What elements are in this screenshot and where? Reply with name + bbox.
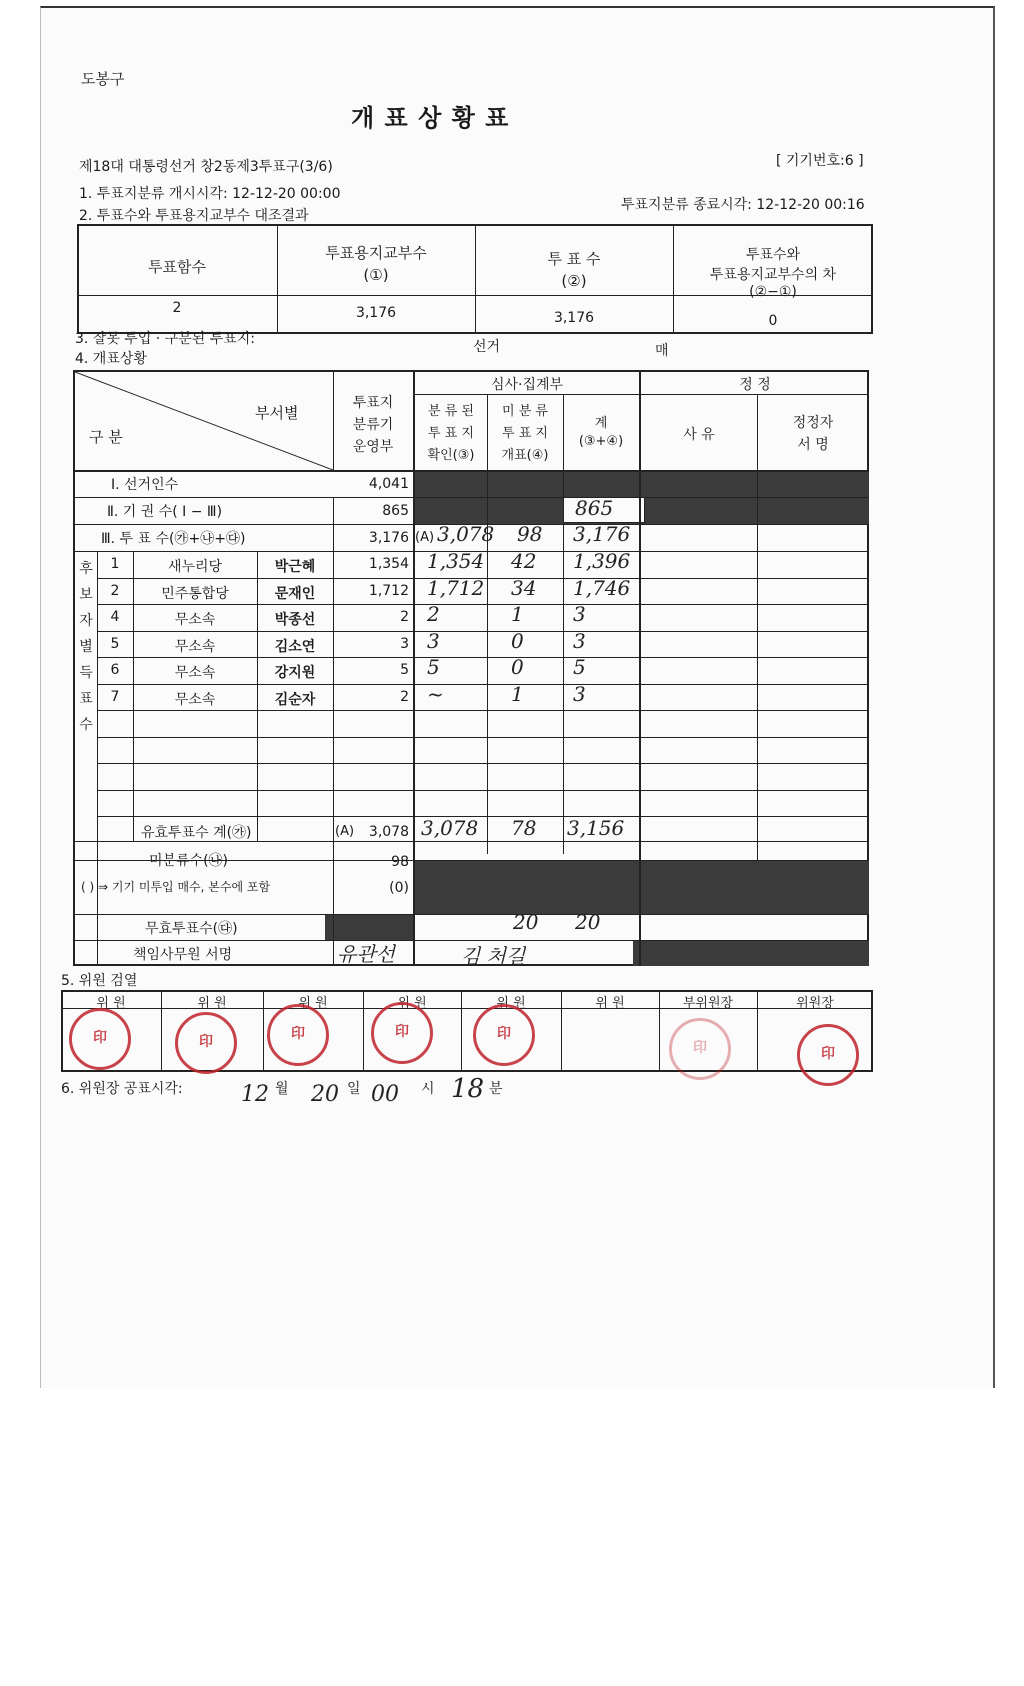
value-votes: 3,176 [368,530,409,546]
announce-day: 일 [347,1081,361,1097]
candidate-name: 김소연 [274,638,316,655]
hw-invalid-unsorted: 20 [513,910,539,934]
election-name: 제18대 대통령선거 창2동제3투표구(3/6) [79,159,333,175]
announce-minute: 분 [489,1081,503,1097]
blank-row-divider [97,763,869,764]
candidate-hw-unsorted: 0 [511,628,524,653]
candidate-hw-total: 3 [573,681,586,706]
header-issued: 투표용지교부수 [325,244,427,262]
committee-column-header: 위원장 [796,996,834,1011]
value-unsorted: 98 [391,854,409,870]
candidate-name: 문재인 [274,585,316,602]
hw-votes-total: 3,176 [573,522,631,546]
candidate-hw-total: 3 [573,602,586,626]
candidate-number: 7 [110,688,120,705]
hw-abstain: 865 [575,496,614,520]
side-label-char: 후 [79,561,93,577]
seal-stamp: 印 [175,1012,237,1074]
row-abstain: Ⅱ. 기 권 수( Ⅰ − Ⅲ) [107,504,223,520]
value-diff: 0 [768,313,778,329]
candidate-hw-sorted: 1,354 [427,549,485,573]
committee-column-header: 부위원장 [682,996,734,1011]
side-label-char: 자 [79,613,93,629]
seal-stamp: 印 [473,1004,535,1066]
header-votes-mark: (②) [561,272,587,290]
hw-invalid-total: 20 [575,910,601,934]
header-diff-3: (②−①) [749,284,797,300]
announce-month: 월 [275,1081,289,1097]
candidate-party: 민주통합당 [161,585,229,602]
sort-end-time: 투표지분류 종료시각: 12-12-20 00:16 [621,197,865,213]
candidate-party: 무소속 [174,691,216,708]
value-valid: 3,078 [368,824,409,840]
header-sorted-2: 투 표 지 [428,426,474,441]
hw-valid-unsorted: 78 [511,816,537,840]
committee-heading: 5. 위원 검열 [61,973,138,989]
hw-votes-unsorted: 98 [517,522,543,546]
row-invalid: 무효투표수(㉰) [145,921,238,937]
candidate-hw-sorted: 1,712 [427,575,485,600]
value-electors: 4,041 [368,476,409,492]
committee-column-header: 위 원 [595,996,625,1011]
side-label-char: 별 [79,639,93,655]
candidate-hw-total: 5 [573,655,586,679]
seal-stamp: 印 [669,1018,731,1080]
seal-stamp: 印 [797,1024,859,1086]
value-ballot-boxes: 2 [172,300,182,316]
candidate-party: 무소속 [174,612,216,628]
candidate-machine-count: 5 [400,662,409,678]
valid-mark: (A) [335,824,355,839]
compare-heading: 2. 투표수와 투표용지교부수 대조결과 [79,208,309,224]
announce-hour: 시 [421,1081,435,1097]
candidate-hw-total: 1,746 [573,575,631,600]
candidate-hw-unsorted: 1 [511,681,524,706]
header-machine-2: 분류기 [352,417,394,433]
candidate-hw-sorted: 2 [427,602,440,626]
hw-minute: 18 [451,1074,485,1104]
blank-row-divider [97,790,869,791]
committee-column-header: 위 원 [96,996,126,1011]
candidate-machine-count: 2 [400,609,409,625]
blank-row-divider [97,816,869,817]
candidate-name: 박종선 [274,612,316,628]
header-diff-1: 투표수와 [745,247,801,263]
header-sorted-3: 확인(③) [427,448,475,463]
blank-row-divider [97,737,869,738]
value-abstain: 865 [382,503,409,519]
candidate-hw-unsorted: 42 [511,549,537,573]
row-valid: 유효투표수 계(㉮) [141,825,252,841]
row-unsorted: 미분류수(㉯) [149,853,229,869]
committee-column-header: 위 원 [397,996,427,1011]
candidate-hw-unsorted: 0 [511,655,524,679]
side-label-char: 수 [79,717,93,733]
candidate-side-label [75,556,97,738]
header-correction: 정 정 [739,377,771,393]
hw-day: 20 [311,1082,339,1107]
document-title: 개 표 상 황 표 [351,104,510,132]
sort-start-time: 1. 투표지분류 개시시각: 12-12-20 00:00 [79,186,341,202]
hw-valid-total: 3,156 [567,816,625,840]
candidate-hw-total: 3 [573,628,586,653]
candidate-name: 김순자 [274,691,316,708]
header-machine-1: 투표지 [352,395,394,411]
header-ballot-boxes: 투표함수 [148,258,206,276]
hw-sign-2: 김 처길 [461,944,526,968]
votes-mark: (A) [415,530,435,545]
candidate-hw-unsorted: 34 [511,575,537,600]
hw-valid-sorted: 3,078 [421,816,479,840]
candidate-hw-sorted: ~ [427,681,444,706]
header-votes: 투 표 수 [547,250,601,268]
header-total-1: 계 [594,416,608,431]
side-label-char: 표 [79,691,93,707]
candidate-party: 새누리당 [167,559,223,575]
committee-column-header: 위 원 [298,996,328,1011]
header-corrector-1: 정정자 [792,415,834,431]
row-sign: 책임사무원 서명 [133,947,233,963]
misplaced-unit: 매 [655,343,669,359]
header-total-2: (③+④) [578,434,624,449]
candidate-party: 무소속 [174,638,216,655]
candidate-hw-unsorted: 1 [511,602,524,626]
seal-stamp: 印 [69,1008,131,1070]
candidate-hw-total: 1,396 [573,549,631,573]
header-category: 구 분 [89,428,123,446]
candidate-number: 6 [110,662,120,678]
header-machine-3: 운영부 [352,439,394,455]
header-corrector-2: 서 명 [797,437,829,453]
candidate-hw-sorted: 5 [427,655,440,679]
count-heading: 4. 개표상황 [75,351,147,367]
candidate-party: 무소속 [174,665,216,681]
hw-votes-sorted: 3,078 [437,522,495,546]
announce-label: 6. 위원장 공표시각: [61,1081,183,1097]
row-electors: Ⅰ. 선거인수 [111,477,179,493]
candidate-machine-count: 3 [400,635,409,652]
header-review: 심사·집계부 [490,377,564,393]
candidate-number: 5 [110,635,120,652]
header-diff-2: 투표용지교부수의 차 [709,267,837,283]
header-reason: 사 유 [683,427,715,443]
header-sorted-1: 분 류 된 [428,404,474,419]
row-votes: Ⅲ. 투 표 수(㉮+㉯+㉰) [101,531,246,547]
hw-sign-1: 유관선 [337,942,395,966]
header-dept: 부서별 [255,404,299,422]
district-label: 도봉구 [81,70,125,88]
candidate-number: 2 [110,582,120,599]
header-issued-mark: (①) [363,266,389,284]
candidate-machine-count: 1,354 [368,556,409,572]
hw-month: 12 [241,1082,269,1107]
seal-stamp: 印 [267,1004,329,1066]
committee-column-header: 위 원 [496,996,526,1011]
header-unsorted-2: 투 표 지 [502,426,548,441]
header-unsorted-1: 미 분 류 [502,404,548,419]
candidate-machine-count: 1,712 [368,582,409,599]
value-unsorted-note: (0) [389,880,409,896]
side-label-char: 보 [79,587,93,603]
ballot-count-sheet [40,6,995,1388]
seal-stamp: 印 [371,1002,433,1064]
candidate-number: 4 [110,609,120,625]
machine-number: [ 기기번호:6 ] [776,153,864,169]
committee-column-header: 위 원 [197,996,227,1011]
candidate-name: 박근혜 [274,559,316,575]
hw-hour: 00 [371,1082,399,1107]
candidate-name: 강지원 [274,665,316,681]
value-votes: 3,176 [553,310,595,326]
misplaced-election: 선거 [473,339,501,355]
value-issued: 3,176 [355,305,397,321]
misplaced-label: 3. 잘못 투입 · 구분된 투표지: [75,331,256,347]
candidate-number: 1 [110,556,120,572]
header-unsorted-3: 개표(④) [501,448,549,463]
side-label-char: 득 [79,665,93,681]
candidate-hw-sorted: 3 [427,628,440,653]
candidate-machine-count: 2 [400,688,409,705]
row-unsorted-note: ( ) ⇒ 기기 미투입 매수, 본수에 포함 [81,880,271,894]
